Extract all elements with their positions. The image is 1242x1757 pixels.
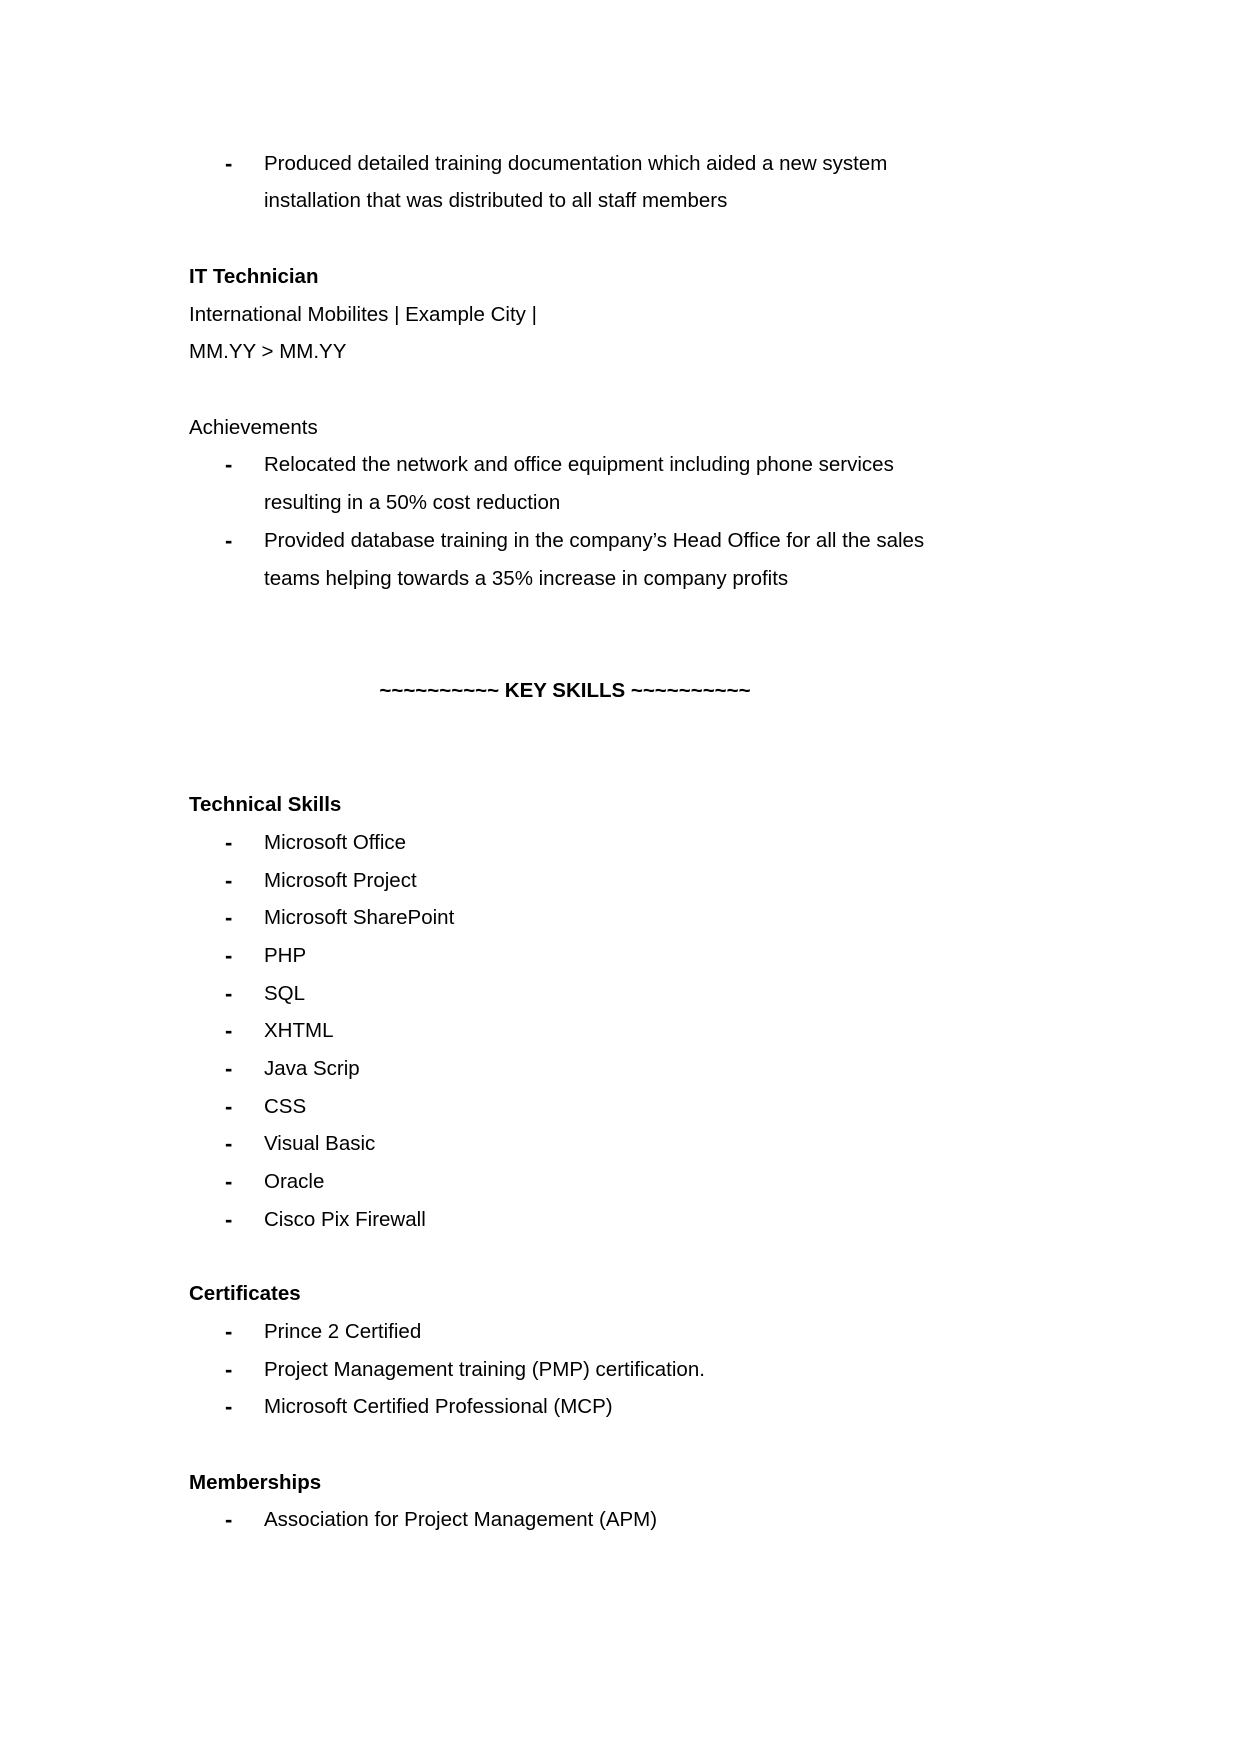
skill-item: Cisco Pix Firewall [264,1208,426,1231]
bullet-dash: - [225,1507,233,1532]
certificate-item: Microsoft Certified Professional (MCP) [264,1395,613,1418]
bullet-dash: - [225,1018,233,1043]
skill-item: CSS [264,1095,307,1118]
job-dates: MM.YY > MM.YY [189,340,347,363]
job-title: IT Technician [189,265,319,288]
certificates-heading: Certificates [189,1282,301,1305]
bullet-dash: - [225,1056,233,1081]
bullet-dash: - [225,1357,233,1382]
skill-item: Microsoft Project [264,869,417,892]
bullet-dash: - [225,1207,233,1232]
membership-item: Association for Project Management (APM) [264,1508,658,1531]
skill-item: XHTML [264,1019,334,1042]
bullet-dash: - [225,452,233,477]
bullet-dash: - [225,1169,233,1194]
technical-skills-heading: Technical Skills [189,793,342,816]
certificate-item: Project Management training (PMP) certification. [264,1358,705,1381]
achievement-1-line2: resulting in a 50% cost reduction [264,491,561,514]
bullet-dash: - [225,943,233,968]
achievements-label: Achievements [189,416,318,439]
job-company: International Mobilites | Example City | [189,303,537,326]
certificate-item: Prince 2 Certified [264,1320,422,1343]
bullet-dash: - [225,151,233,176]
skill-item: Microsoft Office [264,831,407,854]
bullet-dash: - [225,868,233,893]
achievement-1-line1: Relocated the network and office equipment including phone services [264,453,894,476]
achievement-2-line1: Provided database training in the company’s Head Office for all the sales [264,529,925,552]
skill-item: Microsoft SharePoint [264,906,455,929]
bullet-dash: - [225,905,233,930]
skill-item: Visual Basic [264,1132,376,1155]
bullet-dash: - [225,1131,233,1156]
bullet-dash: - [225,1394,233,1419]
skill-item: Java Scrip [264,1057,360,1080]
memberships-heading: Memberships [189,1471,322,1494]
key-skills-heading: ~~~~~~~~~~ KEY SKILLS ~~~~~~~~~~ [379,679,751,702]
skill-item: SQL [264,982,306,1005]
achievement-2-line2: teams helping towards a 35% increase in company profits [264,567,789,590]
bullet-dash: - [225,1319,233,1344]
skill-item: PHP [264,944,307,967]
bullet-dash: - [225,830,233,855]
bullet-dash: - [225,528,233,553]
bullet-dash: - [225,981,233,1006]
skill-item: Oracle [264,1170,325,1193]
bullet-dash: - [225,1094,233,1119]
intro-bullet-line2: installation that was distributed to all staff members [264,189,728,212]
intro-bullet-line1: Produced detailed training documentation which aided a new system [264,152,888,175]
